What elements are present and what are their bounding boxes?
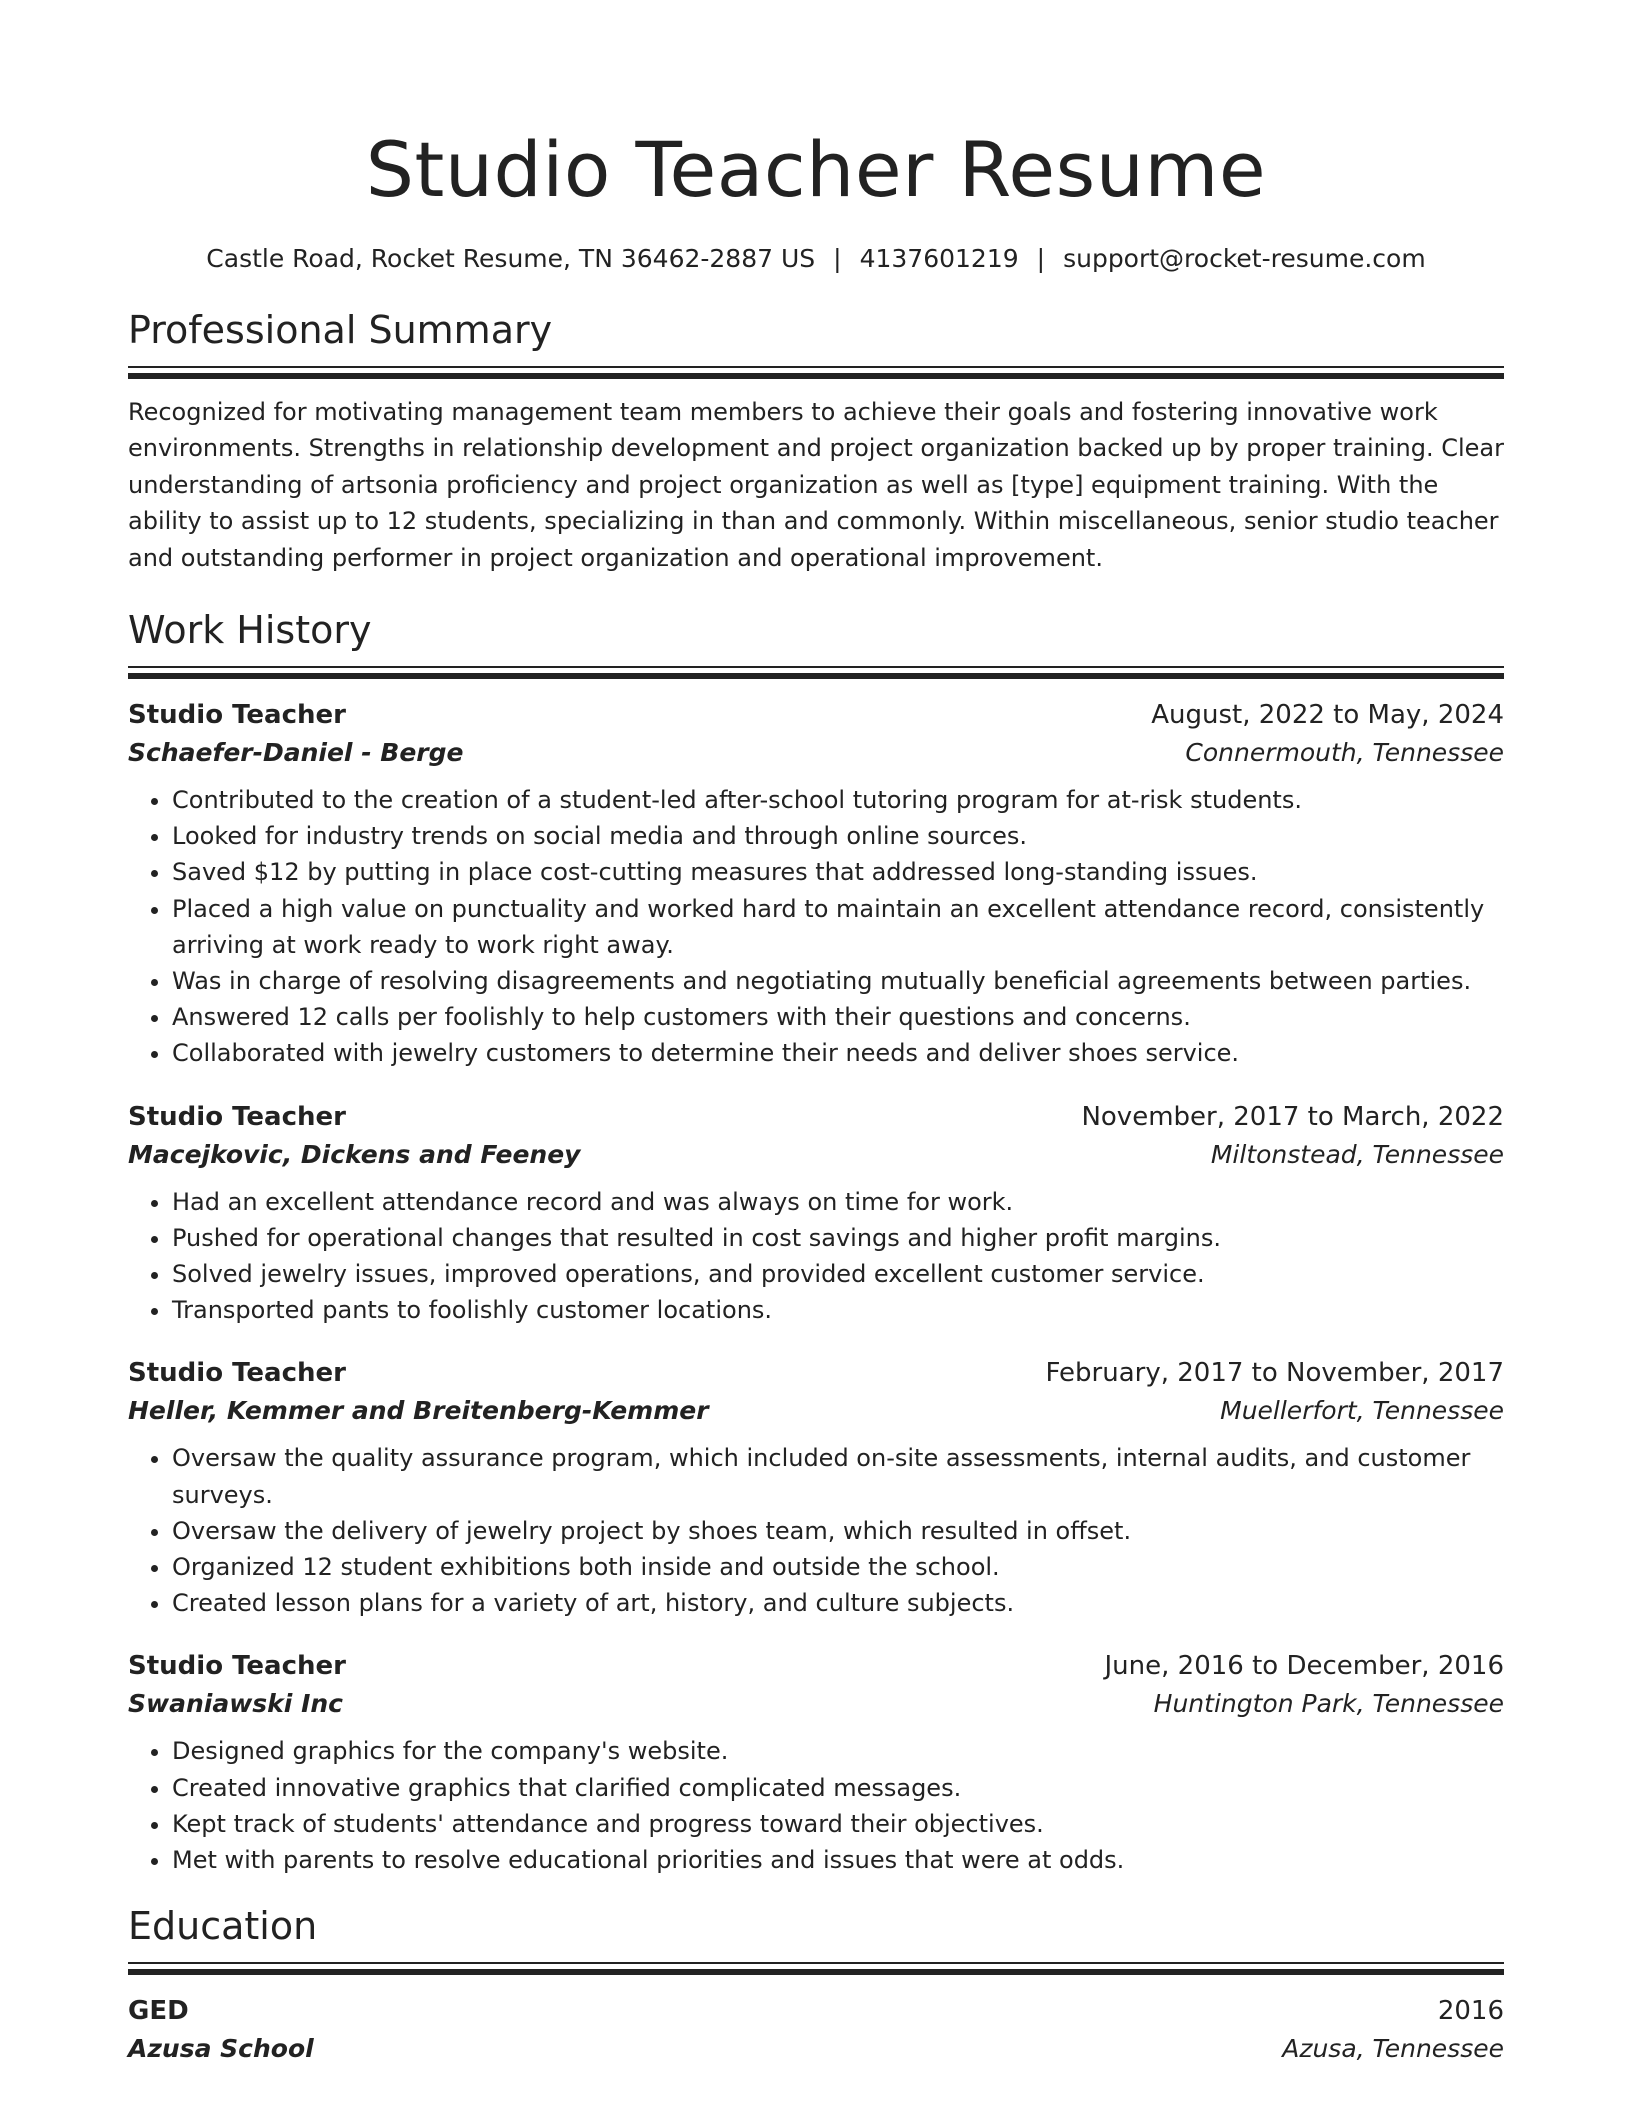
job-title: Studio Teacher <box>128 1358 346 1389</box>
list-item: • Saved $12 by putting in place cost-cutting measures that addressed long-standing issues. <box>172 854 1504 890</box>
job-employer: Swaniawski Inc <box>128 1689 344 1719</box>
job-bullets <box>128 1184 1504 1329</box>
summary-text: Recognized for motivating management team members to achieve their goals and fostering innovative work environments. Strengths in relationship development and project organization backed up by proper training. Clear understanding of artsonia proficiency and project organization as well as [type] equipment training. With the ability to assist up to 12 students, specializing in than and commonly. Within miscellaneous, senior studio teacher and outstanding performer in project organization and operational improvement. <box>128 398 1504 572</box>
job-location: Connermouth, Tennessee <box>1185 738 1504 768</box>
list-item: • Transported pants to foolishly customer locations. <box>172 1292 1504 1328</box>
education-heading: Education <box>128 1904 318 1949</box>
list-item: • Created innovative graphics that clarified complicated messages. <box>172 1770 1504 1806</box>
job-title: Studio Teacher <box>128 1651 346 1682</box>
education-location: Azusa, Tennessee <box>1282 2034 1504 2064</box>
contact-email: support@rocket-resume.com <box>1063 244 1426 273</box>
list-item: • Oversaw the delivery of jewelry project by shoes team, which resulted in offset. <box>172 1513 1504 1549</box>
education-section <box>128 1902 1504 2068</box>
contact-line <box>128 242 1504 276</box>
education-school: Azusa School <box>128 2034 314 2064</box>
list-item: • Solved jewelry issues, improved operations, and provided excellent customer service. <box>172 1256 1504 1292</box>
job-location: Miltonstead, Tennessee <box>1210 1139 1504 1169</box>
education-entry <box>128 1992 1504 2068</box>
list-item: • Contributed to the creation of a student-led after-school tutoring program for at-risk students. <box>172 782 1504 818</box>
job-bullets <box>128 1440 1504 1621</box>
list-item: • Designed graphics for the company's website. <box>172 1733 1504 1769</box>
list-item: • Had an excellent attendance record and was always on time for work. <box>172 1184 1504 1220</box>
section-divider <box>128 366 1504 380</box>
job-location: Muellerfort, Tennessee <box>1220 1396 1504 1426</box>
job-dates: February, 2017 to November, 2017 <box>1045 1358 1504 1389</box>
job-dates: August, 2022 to May, 2024 <box>1151 700 1504 731</box>
job-bullets <box>128 1733 1504 1878</box>
resume-title: Studio Teacher Resume <box>365 125 1267 214</box>
list-item: • Collaborated with jewelry customers to determine their needs and deliver shoes service. <box>172 1035 1504 1071</box>
job-title: Studio Teacher <box>128 700 346 731</box>
list-item: • Met with parents to resolve educational priorities and issues that were at odds. <box>172 1842 1504 1878</box>
contact-address: Castle Road, Rocket Resume, TN 36462-2887 US <box>206 244 816 273</box>
list-item: • Was in charge of resolving disagreements and negotiating mutually beneficial agreements between parties. <box>172 963 1504 999</box>
list-item: • Created lesson plans for a variety of art, history, and culture subjects. <box>172 1585 1504 1621</box>
job-dates: June, 2016 to December, 2016 <box>1104 1651 1504 1682</box>
job-location: Huntington Park, Tennessee <box>1153 1689 1504 1719</box>
job-entry <box>128 1647 1504 1878</box>
job-employer: Macejkovic, Dickens and Feeney <box>128 1139 581 1169</box>
section-divider <box>128 666 1504 680</box>
section-divider <box>128 1962 1504 1976</box>
contact-separator: | <box>1036 244 1046 273</box>
education-year: 2016 <box>1437 1996 1504 2027</box>
list-item: • Oversaw the quality assurance program, which included on-site assessments, internal audits, and customer surveys. <box>172 1440 1504 1512</box>
list-item: • Looked for industry trends on social media and through online sources. <box>172 818 1504 854</box>
list-item: • Pushed for operational changes that resulted in cost savings and higher profit margins. <box>172 1220 1504 1256</box>
work-history-heading: Work History <box>128 608 372 653</box>
job-entry <box>128 1098 1504 1329</box>
work-history-section <box>128 606 1504 1878</box>
list-item: • Answered 12 calls per foolishly to help customers with their questions and concerns. <box>172 999 1504 1035</box>
list-item: • Organized 12 student exhibitions both inside and outside the school. <box>172 1549 1504 1585</box>
resume-page <box>128 0 1504 2068</box>
contact-separator: | <box>833 244 842 273</box>
job-entry <box>128 696 1504 1072</box>
contact-phone: 4137601219 <box>859 244 1019 273</box>
list-item: • Placed a high value on punctuality and worked hard to maintain an excellent attendance record, consistently arriving at work ready to work right away. <box>172 891 1504 963</box>
job-employer: Schaefer-Daniel - Berge <box>128 738 464 768</box>
job-entry <box>128 1354 1504 1621</box>
list-item: • Kept track of students' attendance and progress toward their objectives. <box>172 1806 1504 1842</box>
job-bullets <box>128 782 1504 1072</box>
summary-section <box>128 306 1504 576</box>
job-title: Studio Teacher <box>128 1101 346 1132</box>
summary-heading: Professional Summary <box>128 308 553 352</box>
job-dates: November, 2017 to March, 2022 <box>1081 1101 1504 1132</box>
education-degree: GED <box>128 1996 189 2027</box>
job-employer: Heller, Kemmer and Breitenberg-Kemmer <box>128 1396 709 1426</box>
